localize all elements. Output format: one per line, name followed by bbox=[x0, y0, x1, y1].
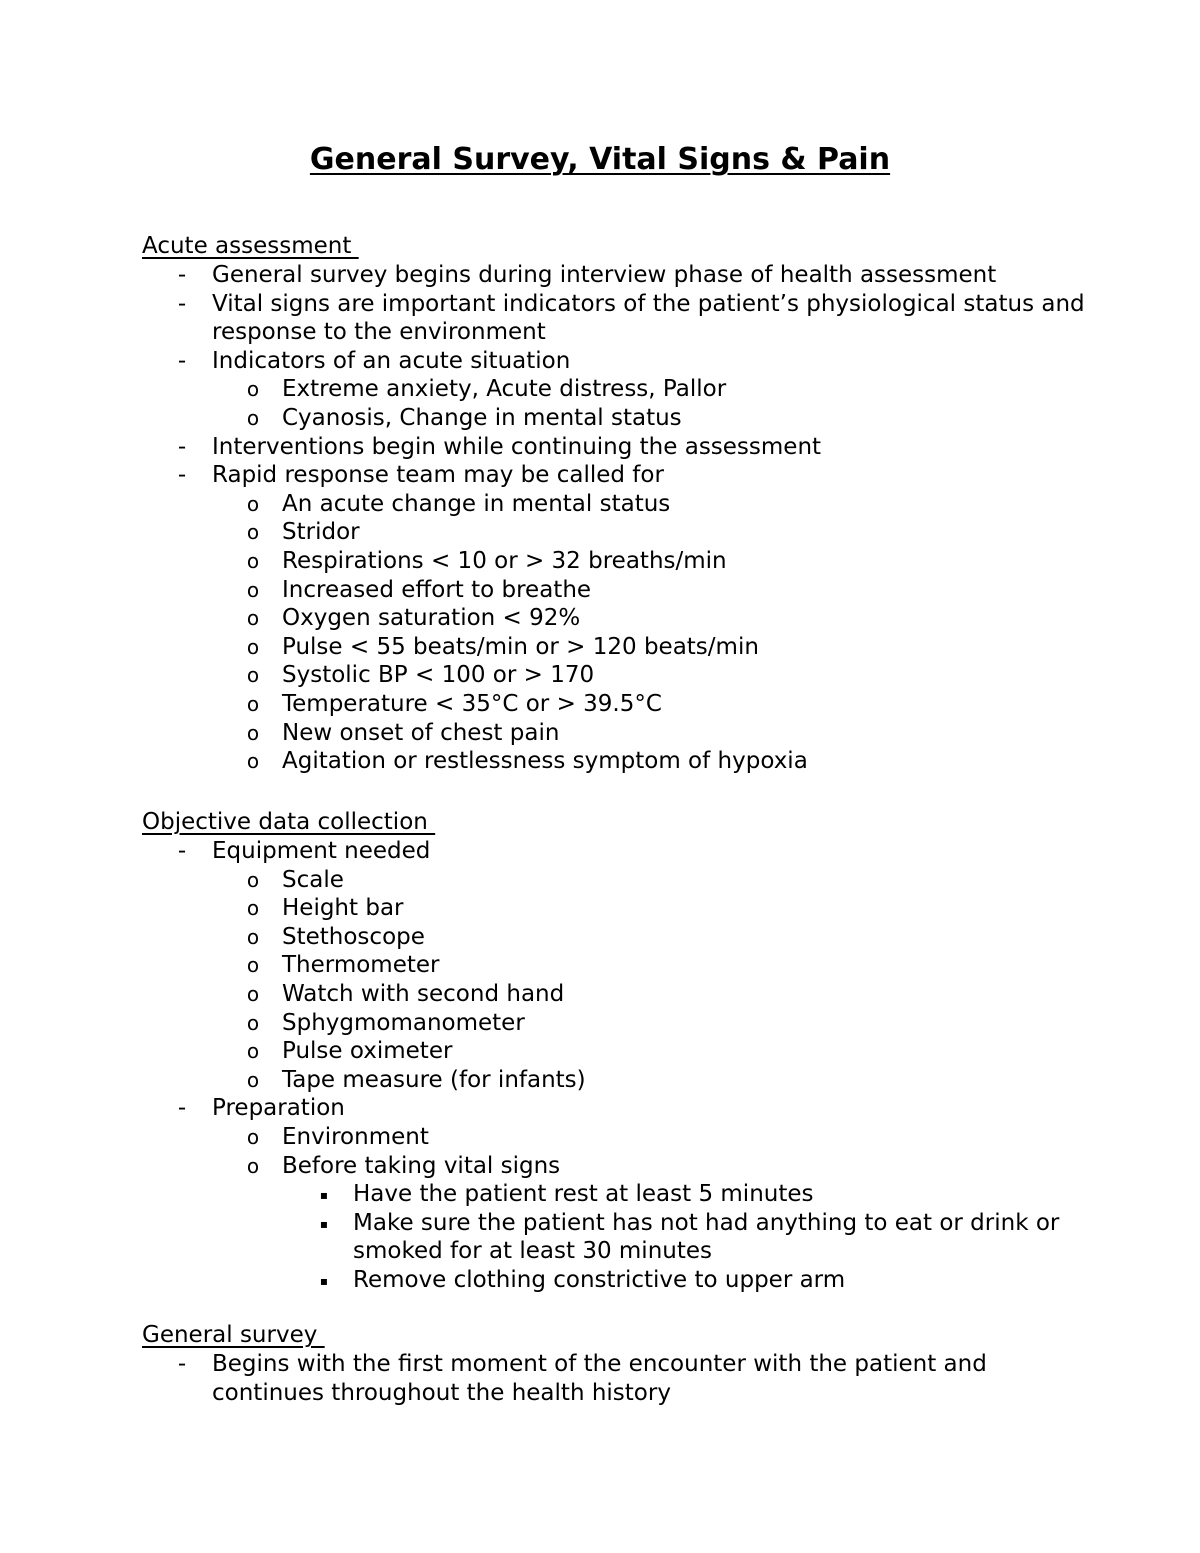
list-item bbox=[142, 1350, 1102, 1407]
sub-list-item-text: Stethoscope bbox=[282, 923, 425, 950]
list-item-text: Rapid response team may be called for bbox=[212, 462, 664, 489]
section-heading: General survey bbox=[142, 1322, 325, 1348]
dash-bullet: - bbox=[177, 1351, 187, 1377]
dash-bullet: - bbox=[177, 433, 187, 460]
dash-bullet: - bbox=[177, 838, 187, 864]
sub-list-item-text: Thermometer bbox=[282, 952, 440, 979]
circle-bullet: o bbox=[246, 896, 260, 921]
list-item bbox=[142, 461, 1102, 490]
sub-list-item-text: Tape measure (for infants) bbox=[282, 1066, 586, 1093]
sub-list-item-text: Oxygen saturation < 92% bbox=[282, 605, 581, 632]
sub-list-item-text: Environment bbox=[282, 1123, 429, 1150]
sub-sub-list-item-text: Have the patient rest at least 5 minutes bbox=[353, 1181, 814, 1208]
circle-bullet: o bbox=[246, 749, 260, 774]
sub-list-item bbox=[142, 1123, 1102, 1152]
section-acute-assessment bbox=[142, 232, 1102, 776]
bullet-list bbox=[142, 837, 1102, 1295]
sub-sub-list-item bbox=[142, 1180, 1102, 1209]
sub-list-item bbox=[142, 547, 1102, 576]
list-item-text: Equipment needed bbox=[212, 838, 431, 864]
list-item-text: Indicators of an acute situation bbox=[212, 347, 571, 374]
sub-list-item bbox=[142, 1152, 1102, 1181]
section-heading: Acute assessment bbox=[142, 233, 359, 259]
sub-list-item bbox=[142, 951, 1102, 980]
dash-bullet: - bbox=[177, 462, 187, 489]
sub-list-item bbox=[142, 980, 1102, 1009]
list-item bbox=[142, 433, 1102, 462]
section-objective-data-collection bbox=[142, 808, 1102, 1295]
circle-bullet: o bbox=[246, 924, 260, 949]
circle-bullet: o bbox=[246, 691, 260, 716]
square-bullet: ▪ bbox=[319, 1188, 329, 1203]
list-item bbox=[142, 837, 1102, 866]
circle-bullet: o bbox=[246, 405, 260, 430]
circle-bullet: o bbox=[246, 1124, 260, 1149]
sub-list-item bbox=[142, 1009, 1102, 1038]
sub-list-item bbox=[142, 747, 1102, 776]
circle-bullet: o bbox=[246, 1067, 260, 1092]
section-general-survey bbox=[142, 1321, 1102, 1407]
sub-list-item-text: Watch with second hand bbox=[282, 980, 565, 1007]
list-item-text: Vital signs are important indicators of the patient’s physiological status and response to the environment bbox=[212, 290, 1085, 346]
sub-list-item bbox=[142, 604, 1102, 633]
circle-bullet: o bbox=[246, 548, 260, 573]
square-bullet: ▪ bbox=[319, 1273, 329, 1288]
sub-list-item-text: New onset of chest pain bbox=[282, 719, 560, 746]
sub-list-item-text: Agitation or restlessness symptom of hypoxia bbox=[282, 748, 808, 775]
sub-list-item-text: Stridor bbox=[282, 519, 360, 546]
sub-list-item bbox=[142, 375, 1102, 404]
bullet-list bbox=[142, 261, 1102, 776]
circle-bullet: o bbox=[246, 953, 260, 978]
sub-list-item-text: Respirations < 10 or > 32 breaths/min bbox=[282, 547, 727, 574]
sub-list-item bbox=[142, 1037, 1102, 1066]
circle-bullet: o bbox=[246, 634, 260, 659]
sub-list-item bbox=[142, 633, 1102, 662]
sub-list-item-text: Pulse oximeter bbox=[282, 1038, 453, 1065]
sub-list-item-text: Extreme anxiety, Acute distress, Pallor bbox=[282, 376, 727, 403]
sub-list-item bbox=[142, 518, 1102, 547]
square-bullet: ▪ bbox=[319, 1216, 329, 1231]
sub-sub-list-item bbox=[142, 1266, 1102, 1295]
circle-bullet: o bbox=[246, 867, 260, 892]
list-item bbox=[142, 290, 1102, 347]
sub-list-item bbox=[142, 690, 1102, 719]
sub-list-item-text: An acute change in mental status bbox=[282, 490, 671, 517]
sub-list-item bbox=[142, 866, 1102, 895]
circle-bullet: o bbox=[246, 1039, 260, 1064]
list-item bbox=[142, 1094, 1102, 1123]
sub-list-item-text: Systolic BP < 100 or > 170 bbox=[282, 662, 595, 689]
circle-bullet: o bbox=[246, 1010, 260, 1035]
circle-bullet: o bbox=[246, 606, 260, 631]
circle-bullet: o bbox=[246, 491, 260, 516]
dash-bullet: - bbox=[177, 1095, 187, 1122]
sub-sub-list-item-text: Make sure the patient has not had anything to eat or drink or smoked for at least 30 minutes bbox=[353, 1209, 1060, 1265]
circle-bullet: o bbox=[246, 663, 260, 688]
list-item-text: General survey begins during interview phase of health assessment bbox=[212, 262, 997, 288]
sub-list-item-text: Temperature < 35°C or > 39.5°C bbox=[282, 690, 662, 717]
sub-list-item-text: Increased effort to breathe bbox=[282, 576, 592, 603]
sub-list-item-text: Scale bbox=[282, 866, 344, 893]
sub-list-item bbox=[142, 894, 1102, 923]
sub-sub-list-item-text: Remove clothing constrictive to upper arm bbox=[353, 1266, 846, 1293]
list-item-text: Interventions begin while continuing the assessment bbox=[212, 433, 822, 460]
section-heading: Objective data collection bbox=[142, 809, 436, 835]
circle-bullet: o bbox=[246, 377, 260, 402]
dash-bullet: - bbox=[177, 347, 187, 374]
list-item bbox=[142, 261, 1102, 290]
sub-sub-list-item bbox=[142, 1209, 1102, 1266]
sub-list-item bbox=[142, 404, 1102, 433]
dash-bullet: - bbox=[177, 290, 187, 317]
bullet-list bbox=[142, 1350, 1102, 1407]
sub-list-item-text: Cyanosis, Change in mental status bbox=[282, 404, 682, 431]
sub-list-item-text: Height bar bbox=[282, 895, 404, 922]
sub-list-item-text: Pulse < 55 beats/min or > 120 beats/min bbox=[282, 633, 759, 660]
dash-bullet: - bbox=[177, 262, 187, 288]
circle-bullet: o bbox=[246, 577, 260, 602]
list-item-text: Begins with the first moment of the encounter with the patient and continues throughout the health history bbox=[212, 1351, 987, 1406]
document-title: General Survey, Vital Signs & Pain bbox=[309, 142, 891, 177]
sub-list-item-text: Before taking vital signs bbox=[282, 1152, 561, 1179]
list-item-text: Preparation bbox=[212, 1095, 345, 1122]
sub-list-item bbox=[142, 1066, 1102, 1095]
sub-list-item bbox=[142, 719, 1102, 748]
circle-bullet: o bbox=[246, 720, 260, 745]
sub-list-item bbox=[142, 490, 1102, 519]
sub-list-item bbox=[142, 576, 1102, 605]
sub-list-item-text: Sphygmomanometer bbox=[282, 1009, 525, 1036]
circle-bullet: o bbox=[246, 520, 260, 545]
sub-list-item bbox=[142, 661, 1102, 690]
list-item bbox=[142, 347, 1102, 376]
circle-bullet: o bbox=[246, 981, 260, 1006]
sub-list-item bbox=[142, 923, 1102, 952]
circle-bullet: o bbox=[246, 1153, 260, 1178]
